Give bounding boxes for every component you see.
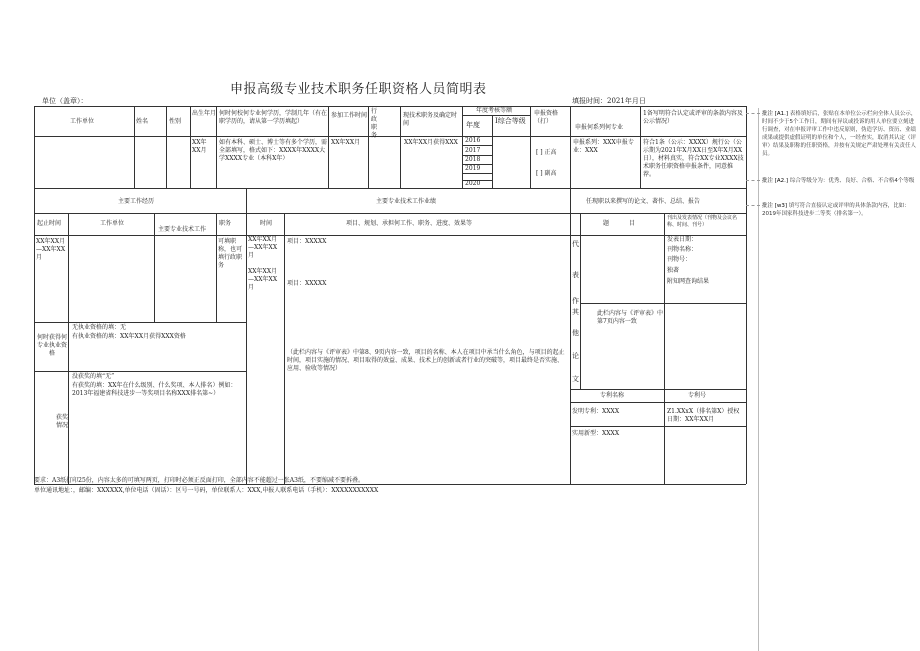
comment-w3-tag: 批注 [w3]	[762, 203, 788, 209]
perf-time-2: XX年XX月—XX年XX月	[248, 268, 278, 291]
footer-requirement: 要求：A3纸打印25份，内容太多的可填写两页，打印时必须正反面打印，全部内容不能超过一张A3纸，不要缩减不要拆叠。	[34, 477, 364, 484]
header-gender: 性别	[169, 118, 182, 125]
option-senior[interactable]: [ ] 正高	[536, 149, 557, 156]
comment-a1-text: 表格填好后，张贴在本单位公示栏向全体人员公示，时间不少于5个工作日，期间有异议或投诉的用人单位要立刻进行调查，对在申报评审工作中违反原则，伪造学历、资历、业绩成果或提供虚假证明的单位和个人，一经查实，取消其认定（评审）结果及职称的任职资格，并按有关规定严肃处理有关责任人员。	[762, 111, 917, 157]
publish-sole-author: 独著	[667, 267, 680, 274]
header-birth: 出生年月	[192, 110, 217, 117]
series-value: 申报系列：XXX申报专业：XXX	[573, 139, 634, 154]
history-time: XX年XX月—XX年XX月	[36, 238, 66, 261]
col-eye: 目	[629, 220, 636, 227]
label-he: 他	[572, 329, 579, 337]
year-2017: 2017	[465, 147, 481, 154]
publish-cnki: 附知网查询结果	[667, 278, 710, 285]
qualification-has: 有执业资格的填：XX年XX月获得XXX资格	[72, 333, 186, 340]
unit-label: 单位（盖章）：	[42, 97, 88, 105]
comment-a2-text: 综合等级分为：优秀、良好、合格、不合格4个等级	[789, 178, 915, 184]
comment-a1-tag: 批注 [A1.]	[762, 111, 789, 117]
comment-a2-tag: 批注 [A2.]	[762, 178, 789, 184]
project-2: 项目：XXXXX	[287, 280, 327, 287]
section-papers: 任现职以来撰写的论文、著作、总结、报告	[586, 198, 701, 205]
awards-label: 获奖情况	[56, 414, 69, 429]
patent-number-header: 专利号	[688, 392, 707, 399]
label-table: 表	[572, 271, 579, 279]
comment-w3[interactable]	[762, 202, 918, 218]
header-qualification: 申报资格（打）	[534, 110, 559, 125]
qualification-none: 无执业资格的填：无	[72, 324, 127, 331]
col-publish: 刊出及发表情况（刊物及会议名称、时间、刊号）	[667, 215, 738, 228]
col-projects: 项目、规划、承担何工作、职务、进度、效果等	[346, 220, 473, 227]
header-work-unit: 工作单位	[70, 118, 95, 125]
publish-journal: 刊物名称：	[667, 246, 698, 253]
year-2019: 2019	[465, 165, 481, 172]
project-1: 项目：XXXXX	[287, 238, 327, 245]
work-start-value: XX年XX月	[331, 139, 361, 146]
label-lun: 论	[572, 352, 579, 360]
section-tech-performance: 主要专业技术工作业绩	[376, 198, 437, 205]
year-2018: 2018	[465, 156, 481, 163]
header-name: 姓名	[136, 118, 149, 125]
col-main-work: 主要专业技术工作	[158, 226, 207, 233]
birth-value: XX年XX月	[192, 139, 207, 154]
label-work: 作	[572, 297, 579, 305]
awards-none: 没获奖的填“无”	[72, 373, 115, 380]
col-topic: 题	[603, 220, 610, 227]
perf-time-1: XX年XX月—XX年XX月	[248, 236, 278, 259]
patent-invention: 发明专利：XXXX	[572, 408, 620, 415]
col-start-time: 起止时间	[37, 220, 62, 227]
label-rep: 代	[572, 240, 579, 248]
header-admin-duty: 行政职务	[371, 108, 378, 139]
header-work-start: 参加工作时间	[331, 112, 368, 119]
education-value: 如有本科、硕士、博士等有多个学历，需全部填写，格式如下：XXXX年XXXX大学XXXX专业（本科X年）	[219, 139, 328, 162]
header-education: 何时何校何专业何学历，学制几年（有在职学历的，请从第一学历填起）	[219, 110, 328, 125]
header-conditions: 1备写明符合认定或评审的条款内容及公示情况）	[643, 110, 743, 125]
patent-utility: 实用新型：XXXX	[572, 430, 620, 437]
header-annual-eval: 年度考核等额	[476, 107, 513, 114]
comment-w3-text: 填写符合直接认定或评审的具体条款内容，比如：2019年国家科技进步二等奖（排名第一）。	[762, 203, 910, 217]
label-other: 其	[572, 308, 579, 316]
papers-note: 此栏内容与《评审表》中第7页内容一致	[597, 310, 664, 325]
header-series: 申报何系列何专业	[575, 124, 624, 131]
awards-has: 有获奖的填：XX年在什么级别、什么奖项、本人排名）例如：2013年福建省科技进步一等奖项目名称XXX排名第~）	[72, 382, 237, 397]
qualification-label: 何时获得何专业执业资格	[37, 334, 68, 357]
col-duty: 职务	[219, 220, 232, 227]
header-title-time: 现技术职务及确定时间	[403, 112, 458, 127]
option-deputy[interactable]: [ ] 副高	[536, 170, 557, 177]
footer-contact: 单位通讯地址：，邮编：XXXXXX,单位电话（固话）：区号一号码，单位联系人：XXX,申报人联系电话（手机）：XXXXXXXXXXX	[34, 487, 379, 494]
comment-pane	[758, 108, 920, 651]
page-title: 申报高级专业技术职务任职资格人员简明表	[230, 82, 487, 97]
comment-a1[interactable]	[762, 110, 918, 158]
year-2020: 2020	[465, 180, 481, 187]
history-duty: 可填职称，也可填行政职务	[218, 238, 243, 269]
year-2016: 2016	[465, 137, 481, 144]
conditions-value: 符合1条（公示：XXXX）规行公（公示期为2021年X月XX日至X年X月XX日），材料真实，符合XX专业XXXX技术职务任职资格申报条件，同意推荐。	[643, 139, 744, 178]
col-work-unit: 工作单位	[100, 220, 125, 227]
title-value: XX年XX月获得XXX	[404, 139, 458, 146]
patent-name-header: 专利名称	[600, 392, 625, 399]
publish-number: 刊物号：	[667, 256, 692, 263]
project-description: （此栏内容与《评审表》中第8、9页内容一致，项目的名称、本人在项目中承当什么角色，与项目的起止时间，项目实施的情况、项目取得的效益、成果、技术上的创新或者行业的突破等，项目最终是否实施、应用、验收等情况）	[287, 349, 565, 372]
section-work-history: 主要工作经历	[118, 198, 155, 205]
col-time: 时间	[260, 220, 273, 227]
header-year: 年度	[466, 121, 480, 129]
label-wen: 文	[572, 375, 579, 383]
patent-value: Z1.XXxX（排名第X）授权日期：XX年XX月	[667, 408, 740, 423]
header-grade: I综合等级	[495, 117, 526, 125]
fill-time: 填报时间：2021年月日	[572, 97, 646, 105]
comment-a2[interactable]	[762, 177, 918, 185]
publish-date: 发表日期：	[667, 236, 698, 243]
